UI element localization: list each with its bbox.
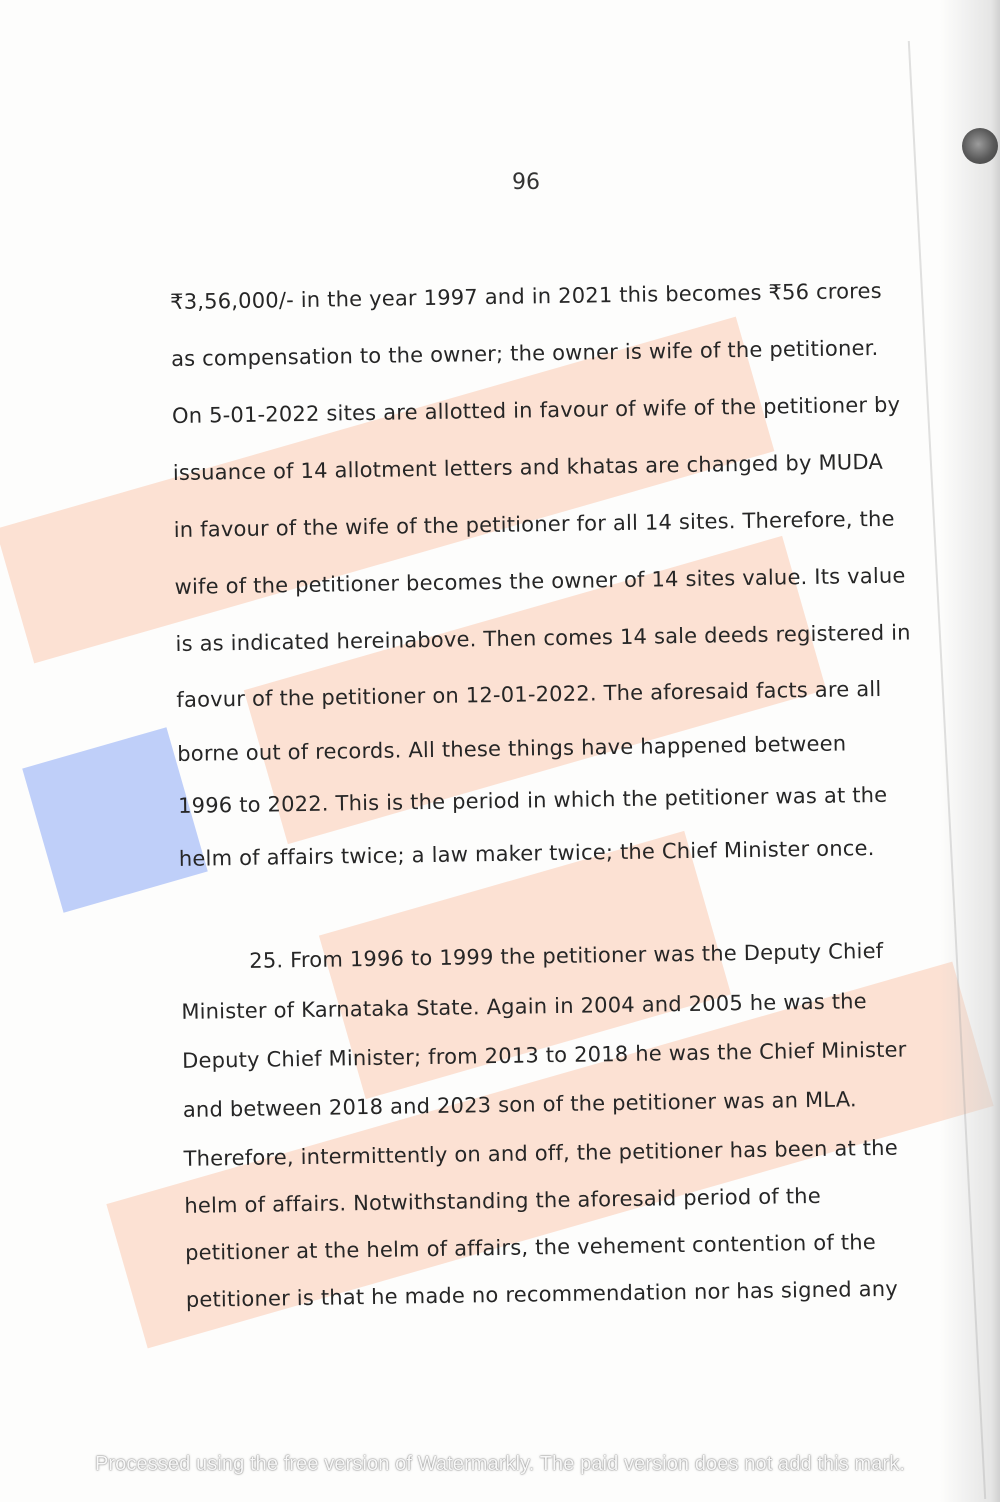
text-line: Deputy Chief Minister; from 2013 to 2018 he was the Chief Minister bbox=[181, 1037, 907, 1073]
text-line: faovur of the petitioner on 12-01-2022. The aforesaid facts are all bbox=[176, 676, 882, 712]
text-line: Minister of Karnataka State. Again in 2004 and 2005 he was the bbox=[181, 989, 868, 1024]
punch-hole bbox=[962, 128, 998, 164]
text-line: and between 2018 and 2023 son of the petitioner was an MLA. bbox=[182, 1087, 857, 1122]
watermark-notice: Processed using the free version of Watermarkly. The paid version does not add this mark. bbox=[94, 1453, 906, 1475]
text-line: On 5-01-2022 sites are allotted in favour of wife of the petitioner by bbox=[171, 392, 901, 428]
text-line: in favour of the wife of the petitioner for all 14 sites. Therefore, the bbox=[173, 506, 895, 542]
text-line: wife of the petitioner becomes the owner of 14 sites value. Its value bbox=[174, 563, 906, 599]
paragraph-start-line: 25. From 1996 to 1999 the petitioner was the Deputy Chief bbox=[180, 938, 884, 974]
page-number: 96 bbox=[512, 170, 540, 195]
page-edge-shadow bbox=[940, 0, 1000, 1502]
text-line: issuance of 14 allotment letters and khatas are changed by MUDA bbox=[172, 449, 884, 485]
text-line: petitioner is that he made no recommendation nor has signed any bbox=[185, 1276, 899, 1312]
text-line: ₹3,56,000/- in the year 1997 and in 2021 this becomes ₹56 crores bbox=[170, 278, 883, 314]
text-line: helm of affairs. Notwithstanding the aforesaid period of the bbox=[184, 1183, 822, 1218]
text-line: 1996 to 2022. This is the period in which the petitioner was at the bbox=[177, 782, 888, 818]
text-line: petitioner at the helm of affairs, the vehement contention of the bbox=[184, 1230, 877, 1265]
body-text bbox=[170, 278, 930, 1312]
text-line: as compensation to the owner; the owner is wife of the petitioner. bbox=[170, 335, 879, 371]
text-line: helm of affairs twice; a law maker twice; the Chief Minister once. bbox=[178, 836, 875, 871]
text-line: Therefore, intermittently on and off, the petitioner has been at the bbox=[183, 1135, 899, 1171]
text-line: is as indicated hereinabove. Then comes 14 sale deeds registered in bbox=[175, 620, 911, 656]
text-line: borne out of records. All these things have happened between bbox=[177, 731, 847, 766]
